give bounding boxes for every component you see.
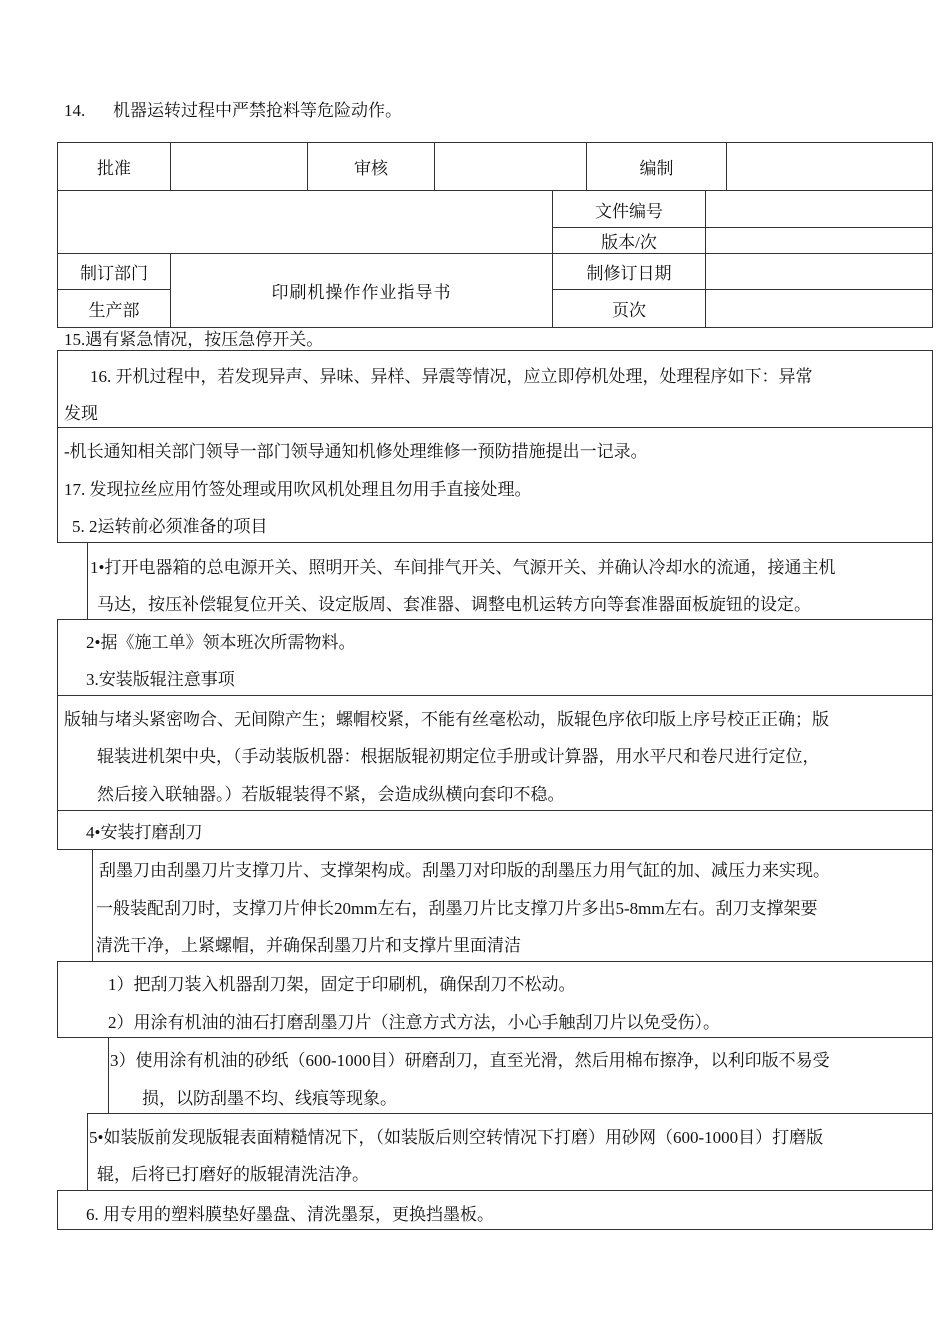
dept-value: 生产部 — [58, 290, 171, 328]
review-label: 审核 — [308, 143, 435, 191]
compile-value — [727, 143, 933, 191]
step-4-sub1: 1）把刮刀装入机器刮刀架，固定于印刷机，确保刮刀不松动。 — [108, 975, 576, 994]
step-5-line2: 辊，后将已打磨好的版辊清洗洁净。 — [97, 1165, 369, 1184]
page-value — [706, 290, 933, 328]
item-14-number: 14. — [64, 101, 86, 120]
file-no-value — [706, 191, 933, 228]
step-2: 2•据《施工单》领本班次所需物料。 — [86, 633, 356, 652]
version-label: 版本/次 — [553, 228, 706, 254]
dept-label: 制订部门 — [58, 254, 171, 290]
step-1-line1: 1•打开电器箱的总电源开关、照明开关、车间排气开关、气源开关、并确认冷却水的流通，接通主机 — [90, 558, 836, 577]
approve-label: 批准 — [58, 143, 171, 191]
approval-row — [57, 142, 933, 191]
step-4-sub3-line1: 3）使用涂有机油的砂纸（600-1000目）研磨刮刀，直至光滑，然后用棉布擦净，以利印版不易受 — [110, 1051, 830, 1070]
item-16-line1: 16. 开机过程中，若发现异声、异味、异样、异震等情况，应立即停机处理，处理程序如下：异常 — [90, 367, 813, 386]
step-5-line1: 5•如装版前发现版辊表面精糙情况下，（如装版后则空转情况下打磨）用砂网（600-1000目）打磨版 — [89, 1128, 824, 1147]
item-14-text: 机器运转过程中严禁抢料等危险动作。 — [113, 101, 402, 120]
step-4-title: 4•安装打磨刮刀 — [86, 823, 203, 842]
step-4-sub3-line2: 损，以防刮墨不均、线痕等现象。 — [142, 1089, 397, 1108]
step-6: 6. 用专用的塑料膜垫好墨盘、清洗墨泵，更换挡墨板。 — [86, 1205, 494, 1224]
page-label: 页次 — [553, 290, 706, 328]
step-4-line1: 刮墨刀由刮墨刀片支撑刀片、支撑架构成。刮墨刀对印版的刮墨压力用气缸的加、减压力来实现。 — [99, 861, 830, 880]
step-4-line2: 一般装配刮刀时，支撑刀片伸长20mm左右，刮墨刀片比支撑刀片多出5-8mm左右。刮刀支撑架要 — [96, 899, 818, 918]
review-value — [435, 143, 587, 191]
revision-date-value — [706, 254, 933, 290]
revision-date-label: 制修订日期 — [553, 254, 706, 290]
step-4-sub2: 2）用涂有机油的油石打磨刮墨刀片（注意方式方法，小心手触刮刀片以免受伤）。 — [108, 1013, 720, 1032]
compile-label: 编制 — [587, 143, 727, 191]
file-no-label: 文件编号 — [553, 191, 706, 228]
step-3-title: 3.安装版辊注意事项 — [86, 670, 235, 689]
step-3-line3: 然后接入联轴器。）若版辊装得不紧，会造成纵横向套印不稳。 — [97, 785, 565, 804]
step-3-line2: 辊装进机架中央，（手动装版机器：根据版辊初期定位手册或计算器，用水平尺和卷尺进行定位， — [97, 747, 820, 766]
item-16-box — [57, 350, 933, 428]
blank-cell — [58, 191, 553, 254]
item-16-line2: 发现 — [64, 404, 98, 423]
approve-value — [171, 143, 308, 191]
document-title: 印刷机操作作业指导书 — [171, 254, 553, 328]
step-3-line1: 版轴与堵头紧密吻合、无间隙产生；螺帽校紧，不能有丝毫松动，版辊色序依印版上序号校正正确；版 — [64, 710, 829, 729]
item-15: 15.遇有紧急情况，按压急停开关。 — [64, 330, 324, 349]
version-value — [706, 228, 933, 254]
document-header-table — [57, 190, 933, 328]
step-4-line3: 清洗干净，上紧螺帽，并确保刮墨刀片和支撑片里面清洁 — [96, 936, 521, 955]
section-5-heading: 5. 2运转前必须准备的项目 — [72, 517, 268, 536]
step-1-line2: 马达，按压补偿辊复位开关、设定版周、套准器、调整电机运转方向等套准器面板旋钮的设定。 — [97, 595, 811, 614]
item-16-line3: -机长通知相关部门领导一部门领导通知机修处理维修一预防措施提出一记录。 — [64, 442, 648, 461]
item-17: 17. 发现拉丝应用竹签处理或用吹风机处理且勿用手直接处理。 — [64, 480, 532, 499]
